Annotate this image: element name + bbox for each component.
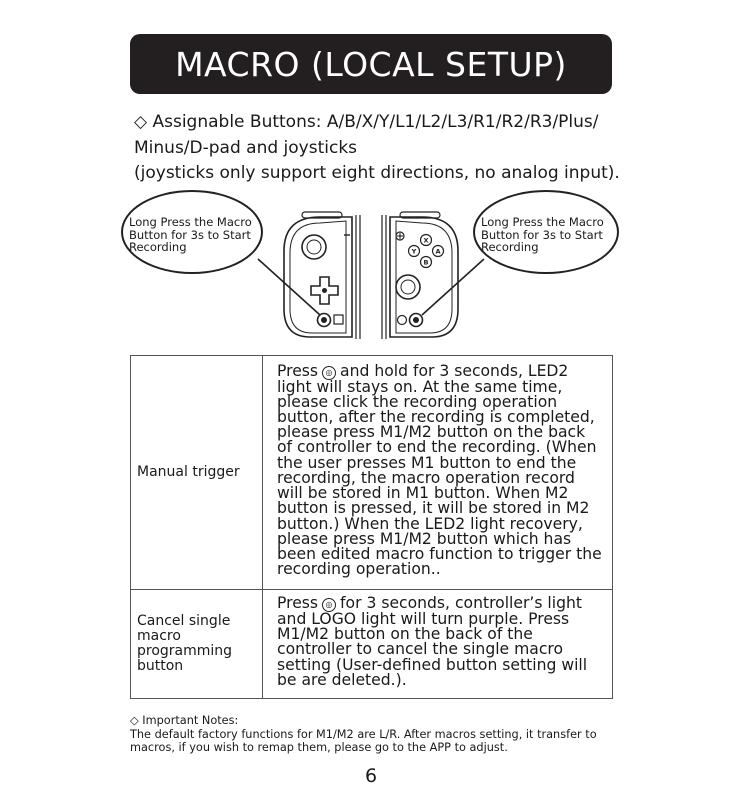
callout-left-text: Long Press the Macro Button for 3s to Start Recording [129,215,252,254]
a-button-label: A [435,247,441,256]
callout-right-text: Long Press the Macro Button for 3s to Start Recording [481,215,604,254]
intro-line-3: (joysticks only support eight directions, no analog input). [134,163,620,183]
assignable-buttons-intro [134,110,624,187]
notes-heading: ◇ Important Notes: [130,714,239,727]
row-text-before: Press [277,361,319,380]
callout-pointer-right [422,259,484,315]
row-text-before: Press [277,594,319,612]
right-joystick [396,275,420,299]
row-description [263,356,613,590]
important-notes [130,714,610,755]
row-label: Manual trigger [131,356,263,590]
notes-body: The default factory functions for M1/M2 are L/R. After macros setting, it transfer to macros, if you wish to remap them, please go to the APP to adjust. [130,727,597,754]
capture-button-icon [334,315,343,324]
y-button-label: Y [411,247,417,256]
row-label: Cancel single macro programming button [131,590,263,699]
intro-line-1: ◇ Assignable Buttons: A/B/X/Y/L1/L2/L3/R1/R2/R3/Plus/ [134,112,599,132]
x-button-label: X [423,236,429,245]
right-controller [382,212,458,339]
left-joystick [302,235,326,259]
table-row [131,590,613,699]
row-description [263,590,613,699]
page-title-text: MACRO (LOCAL SETUP) [175,44,567,84]
macro-instructions-table [130,355,613,699]
home-button-icon [398,316,407,325]
table-row [131,356,613,590]
macro-button-icon: ◎ [322,598,336,612]
page-number: 6 [364,765,378,787]
intro-line-2: Minus/D-pad and joysticks [134,137,358,158]
row-text-after: and hold for 3 seconds, LED2 light will stays on. At the same time, please click the recording operation button, after the recording is completed, please press M1/M2 button on the back of controller to end the recording. (When the user presses M1 button to end the recording, the macro operation record will be stored in M1 button. When M2 button is pressed, it will be stored in M2 button.) When the LED2 light recovery, please press M1/M2 button which has been edited macro function to trigger the recording operation.. [277,361,602,579]
controller-illustration [240,205,540,345]
page-title [130,34,612,94]
b-button-label: B [423,258,429,267]
left-controller [284,212,360,339]
row-text-after: for 3 seconds, controller’s light and LOGO light will turn purple. Press M1/M2 button on the back of the controller to cancel the single macro setting (User-defined button setting will be are deleted.). [277,594,588,689]
macro-button-icon: ◎ [322,366,336,380]
